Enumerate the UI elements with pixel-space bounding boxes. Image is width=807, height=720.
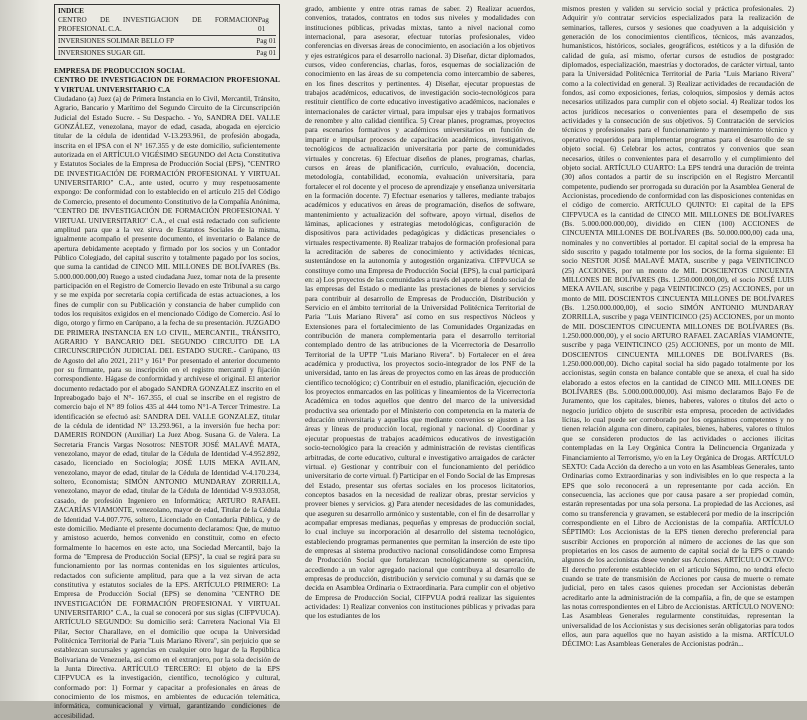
column-middle-body: grado, ambiente y entre otras ramas de saber. 2) Realizar acuerdos, convenios, tratados, contratos en todos sus niveles y modalidades con instituciones públicas, privadas mixtas, tanto a nivel nacional como internacional, para asesorar, efectuar tutorías profesionales, video conferencias en diversas áreas de conocimiento, en asociación a los objetivos y ejes estratégicos para el desarrollo nacional. 3) Diseñar, dictar diplomados, cursos, video conferencias, charlas, foros, esquemas de socialización de conocimiento en las áreas de su competencia como intercambio de saberes, en los fines descritos y pertinentes. 4) Diseñar, ejecutar propuestas de trabajos académicos, educativos, de investigación socio-tecnológicos para restituir científico de corte educativo investigativo académicos, nacionales e internacionales de carácter virtual, para impulsar ejes y trabajos formativos de renombre y alto calidad científica. 5) Crear planes, programas, proyectos para escenarios formativos y académicos universitarios en función de impartir e impulsar procesos de capacitación académicos, investigativos, tecnológicos de actualización universitaria por parte de comunidades virtuales y concretas. 6) Efectuar diseños de planes, programas, charlas, cursos en áreas de planificación, currículo, evaluación, docencia, metodología, contabilidad, economía, evaluación universitaria, para fortalecer el rol docente y el proceso de aprendizaje y enseñanza universitaria en la formación docente. 7) Efectuar esenarios y talleres, mediante trabajos académicos y educativos en áreas de programación, diseños de software, mantenimiento y actualización del software, apoyo virtual, diseños de láminas, aplicaciones y estrategias metodológicas, configuración de dispositivos para actividades pedagógicas y didácticas presenciales o virtuales respectivamente. 8) Realizar trabajos de formación profesional para la acreditación de saberes de conocimiento y actividades técnicas, sustentándose en la autonomía y autogestión organizativa. CIFPVUCA se constituye como una Empresa de Producción Social (EPS), la cual participará en: a) Los proyectos de las comunidades a través del aporte al fondo social de las empresas del Estado o mediante las prestaciones de bienes y servicios para contribuir al desarrollo de Empresas de Producción, Distribución y Servicio en el ámbito territorial de la Universidad Politécnica Territorial de Paria "Luis Mariano Rivera" así como en sus respectivos Núcleos y Extensiones para el fortalecimiento de las Comunidades Organizadas en contribución de manera complementaria para el desarrollo territorial contemplado dentro de las atribuciones de la Vicerrectoría de Desarrollo Territorial de la UPTP "Luis Mariano Rivera". b) Fortalecer en el área académica y productiva, los proyectos socio-integrador de los PNF de la universidad, tanto en las áreas de proyectos como en las áreas de producción científico tecnológico; c) Contribuir en el estudio, planificación, ejecución de los proyectos enmarcados en las políticas y lineamientos de la Vicerrectoría Académica en todos aquellos que dentro del marco de la universidad productiva sea orientado por el Ministerio con competencia en la materia de educación universitaria y aquellas que mediante convenios se ajusten a las áreas y líneas de producción local, regional y nacional. d) Coordinar y ejecutar propuestas de trabajos académicos educativos de investigación socio-tecnológico para la creación y administración de revistas científicas arbitradas, de corte educativo, cultural e investigativo arraigados de carácter virtual. e) Gestionar y contribuir con el funcionamiento del periódico universitario de corte virtual. f) Participar en el Fondo Social de las Empresas del Estado, presentar sus ofertas sociales en los procesos licitatorios, conceptos basados en la necesidad de realizar obras, prestar servicios y proveer bienes y servicios. g) Para atender necesidades de las comunidades, que aseguren su desarrollo armónico y sustentable, con el fin de desarrollar y acompañar empresas medianas, pequeñas y empresas de producción social, lo cual incluye su incorporación al desarrollo del sistema tecnológico, estableciendo programas permanentes que permitan la inserción de este tipo de empresas al sistema productivo nacional consolidándose como Empresa de Producción Social que fortalezcan tecnológicamente su operación, accediendo a un valor agregado nacional que contribuya al desarrollo de empresas de producción, distribución y servicio comunal y su darnás que se decida en Asamblea Ordinaria o Extraordinaria. Para cumplir con el objetivo de Empresa de Producción Social, CIFPVUA podrá realizar las siguientes actividades: 1) Realizar convenios con instituciones públicas y privadas para que los estudiantes de los: [305, 4, 535, 621]
index-heading: INDICE: [58, 7, 84, 15]
index-row-label: INVERSIONES SOLIMAR BELLO FP: [58, 37, 175, 45]
company-name-heading: CENTRO DE INVESTIGACION DE FORMACION PROFESIONAL Y VIRTUAL UNIVERSITARIO C.A: [54, 75, 280, 94]
company-type-heading: EMPRESA DE PRODUCCION SOCIAL: [54, 66, 185, 75]
index-row: [58, 37, 276, 46]
page-edge-shadow: [0, 0, 40, 701]
index-divider: [58, 35, 276, 36]
index-row-page: Pag 01: [256, 37, 276, 45]
index-row: [58, 49, 276, 58]
index-row-page: Pag 01: [258, 16, 269, 33]
index-box: [54, 4, 280, 60]
index-divider: [58, 47, 276, 48]
column-right-body: mismos presten y validen su servicio social y práctica profesionales. 2) Adquirir y/o contratar servicios especializados para la realización de seminarios, talleres, cursos y sesiones que coadyuven a la adquisición y generación de los conocimientos científicos, técnicos, más avanzados, humanísticos, históricos, sociales, geográficos, estéticos y a la difusión de calidad de guía, así mismo, ofertar cursos de estudios de postgrado: diplomados, especialización, maestrías y doctorados, de carácter virtual, tanto para la Universidad Politécnica Territorial de Paria "Luis Mariano Rivera" como a la colectividad en general. 3) Realizar actividades de recaudación de fondos, así como exposiciones, ferias, coloquios, simposios y demás actos necesarios utilizados para cumplir con el objeto social. 4) Realizar todos los actos jurídicos necesarios o convenientes para el desempeño de sus actividades y la consecución de sus objetivos. 5) Contratación de servicios técnicos y profesionales para el funcionamiento y mantenimiento técnico y operativo requeridos para implementar programas para el desarrollo de su objeto social. 6) Celebrar los actos, contratos y convenios que sean necesarios, útiles o convenientes para el desarrollo y el cumplimiento del objeto social. ARTÍCULO CUARTO: La EPS tendrá una duración de treinta (30) años contados a partir de su inscripción en el Registro Mercantil competente, pudiendo ser prorrogada su duración por la Asamblea General de Accionistas, procediendo de conformidad con las disposiciones contenidas en el código de comercio. ARTÍCULO QUINTO: El capital de la EPS CIFPVUCA es la cantidad de CINCO MIL MILLONES DE BOLÍVARES (Bs. 5.000.000.000,00), dividido en CIEN (100) ACCIONES de CINCUENTA MILLONES DE BOLÍVARES (Bs. 50.000.000,00) cada una, nominales y no convertibles al portador. El capital social de la empresa ha sido suscrito y pagado totalmente por los socios, de la forma siguiente: El socio NESTOR JOSÉ MALAVÉ MATA, suscribe y paga VEINTICINCO (25) ACCIONES, por un monto de MIL DOSCIENTOS CINCUENTA MILLONES DE BOLÍVARES (Bs. 1.250.000.000,00), el socio JOSÉ LUIS MEKA AVILAN, suscribe y paga VEINTICINCO (25) ACCIONES, por un monto de MIL DOSCIENTOS CINCUENTA MILLONES DE BOLÍVARES (Bs. 1.250.000.000,00), el socio SIMÓN ANTONIO MUNDARAY ZORRILLA, suscribe y paga VEINTICINCO (25) ACCIONES, por un monto de MIL DOSCIENTOS CINCUENTA MILLONES DE BOLÍVARES (Bs. 1.250.000.000,00), y el socio ARTURO RAFAEL ZACARÍAS VIAMONTE, suscribe y paga VEINTICINCO (25) ACCIONES, por un monto de MIL DOSCIENTOS CINCUENTA MILLONES DE BOLÍVARES (Bs. 1.250.000.000,00). Dicho capital social ha sido pagado totalmente por los accionistas, según consta en balance contable que se anexa, el cual ha sido elaborado a estos efectos en la cantidad de CINCO MIL MILLONES DE BOLÍVARES (Bs. 5.000.000.000,00). Así mismo declaramos Bajo Fe de Juramento, que los capitales, bienes, haberes, valores o títulos del acto o negocio jurídico objeto de suscribir esta empresa, proceden de actividades lícitas, lo cual puede ser corroborado por los organismos competentes y no tienen relación alguna con dinero, capitales, bienes, haberes, valores o títulos que se consideren productos de las actividades o acciones ilícitas contempladas en la Ley Orgánica Contra la Delincuencia Organizada y Financiamiento al Terrorismo, y/o en la Ley Orgánica de Drogas. ARTÍCULO SEXTO: Cada Acción da derecho a un voto en las Asambleas Generales, tanto Ordinarias como Extraordinarias y son indivisibles en lo que respecta a la EPS que solo reconocerá a un representante por cada acción. En consecuencia, las acciones que por causa pasare a ser propiedad común, estarán representadas por una sola persona. La propiedad de las Acciones, así como su transferencia y gravamen, se establecerá por medio de la inscripción correspondiente en el Libro de Accionistas de la compañía. ARTÍCULO SÉPTIMO: Los Accionistas de la EPS tienen derecho preferencial para suscribir Acciones en proporción al número de acciones de las que son propietarios en los casos de aumento de capital social de la EPS o cuando algunos de los accionistas desee vender sus Acciones. ARTÍCULO OCTAVO: El derecho preferente establecido en el artículo Séptimo, no tendrá efecto cuando se trate de transmisión de Acciones por causa de muerte o remate judicial, pero en tales casos quienes procedan ser Accionistas deberán acreditarlo ante la administración de la compañía, a fin, de que se estampen las notas correspondientes en el Libro de Accionistas. ARTÍCULO NOVENO: Las Asambleas Generales regularmente constituidas, representan la universalidad de los Accionistas y sus decisiones serán obligatorias para todos ellos, aun para aquellos que no hayan asistido a la misma. ARTÍCULO DÉCIMO: Las Asambleas Generales de Accionistas podrán...: [562, 4, 794, 649]
index-row-label: INVERSIONES SUGAR GIL: [58, 49, 146, 57]
index-row: [58, 16, 276, 34]
column-left-body: Ciudadano (a) Juez (a) de Primera Instancia en lo Civil, Mercantil, Tránsito, Agrario, Bancario y Marítimo del Segundo Circuito de la Circunscripción Judicial del Estado Sucre. - Su Despacho. - Yo, SANDRA DEL VALLE GONZÁLEZ, venezolana, mayor de edad, casada, abogada en ejercicio titular de la cédula de identidad V-13.293.961, de profesión abogada, inscrita en el IPSA con el N° 167.355 y de este domicilio, suficientemente autorizada en el ARTÍCULO VIGÉSIMO SEGUNDO del Acta Constitutiva y Estatutos Sociales de la Empresa de Producción Social (EPS), "CENTRO DE INVESTIGACIÓN DE FORMACIÓN PROFESIONAL Y VIRTUAL UNIVERSITARIO" C.A., ante usted, ocurro y muy respetuosamente expongo: De conformidad con lo establecido en el artículo 215 del Código de Comercio, presento el documento Constitutivo de la Compañía Anónima, "CENTRO DE INVESTIGACIÓN DE FORMACIÓN PROFESIONAL Y VIRTUAL UNIVERSITARIO" C.A., el cual está redactado con suficiente amplitud para que a la vez sirva de Estatutos Sociales de la misma, igualmente acompaño el presente documento, el inventario o Balance de apertura debidamente aceptado y firmado por los socios y un Contador Público Colegiado, del capital suscrito y totalmente pagado por los socios, que suma la cantidad de CINCO MIL MILLONES DE BOLÍVARES (Bs. 5.000.000.000,00) Ruego a usted ciudadana Juez, tomar nota de la presente participación en el Registro de Comercio llevado en este Tribunal a su cargo y se me expida por secretaría copia certificada de estas actuaciones, a los fines de cumplir con su Publicación y constancia de haber cumplido con todos los requisitos exigidos en el mencionado Código de Comercio. Así lo digo, otorgo y firmo en Carúpano, a la fecha de su presentación. JUZGADO DE PRIMERA INSTANCIA EN LO CIVIL, MERCANTIL, TRÁNSITO, AGRARIO Y BANCARIO DEL SEGUNDO CIRCUITO DE LA CIRCUNSCRIPCIÓN JUDICIAL DEL ESTADO SUCRE.- Carúpano, 03 de Agosto del año 2021, 211° y 161° Por presentado el anterior documento por su firmante, para su inscripción en el registro mercantil y fijación correspondiente. Hágase de conformidad y archívese el original. El anterior documento redactado por el abogado SANDRA GONZALEZ inscrito en el Inpreabogado bajo el N°- 167.355, el cual se inscribe en el registro de comercio bajo el N° 89 folios 435 al 444 tomo N°1-A Tercer Trimestre. La identificación se efectuó así: SANDRA DEL VALLE GONZALEZ, titular de la cédula de identidad N° 13.293.961, a la inversión fue hecha por: DAMERIS RONDON (Auxiliar) La Juez Abog. Susana G. de Valera. La Secretaria Francis Vargas Nosotros: NESTOR JOSÉ MALAVÉ MATA, venezolano, mayor de edad, titular de la Cédula de Identidad V-4.952.892, casado, licenciado en Sociología; JOSÉ LUIS MEKA AVILAN, venezolano, mayor de edad, titular de la Cédula de Identidad V-4.170.234, soltero, Economista; SIMÓN ANTONIO MUNDARAY ZORRILLA, venezolano, mayor de edad, titular de la Cédula de Identidad V-9.933.058, casado, de profesión Ingeniero en Informática; ARTURO RAFAEL ZACARÍAS VIAMONTE, venezolano, mayor de edad, Titular de la Cédula de Identidad V-4.007.776, soltero, Licenciado en Contaduría Pública, y de este domicilio. Mediante el presente documento declaramos: Que, de mutuo y amistoso acuerdo, hemos convenido en constituir, como en efecto formalmente lo hacemos en este acto, una Sociedad Mercantil, bajo la forma de "Empresa de Producción Social (EPS)", la cual se regirá para su funcionamiento por las normas contenidas en los siguientes artículos, redactados con suficiente amplitud, para que a la vez sirvan de acta constitutiva y estatutos sociales de la EPS. ARTÍCULO PRIMERO: La Empresa de Producción Social (EPS) se denomina "CENTRO DE INVESTIGACIÓN DE FORMACIÓN PROFESIONAL Y VIRTUAL UNIVERSITARIO" C.A., la cual se conocerá por sus siglas (CIFPVUCA). ARTÍCULO SEGUNDO: Su domicilio será: Carretera Nacional Vía El Pilar, Sector Charallave, en el domicilio que ocupa la Universidad Politécnica Territorial de Paria "Luis Mariano Rivera", sin perjuicio que se establezcan sucursales y agencias en cualquier otro lugar de la República Bolivariana de Venezuela, así como en el extranjero, por la sola decisión de la Junta Directiva. ARTÍCULO TERCERO: El objeto de la EPS CIFPVUCA es la investigación, científico, tecnológico y cultural, conformado por: 1) Formar y capacitar a profesionales en áreas de conocimiento de los mismos, en ambientes de educación telemática, informática, comunicacional y virtual, garantizando condiciones de accesibilidad.: [54, 94, 280, 720]
index-row-label: CENTRO DE INVESTIGACION DE FORMACION PROFESIONAL C.A.: [58, 16, 259, 33]
column-left: [54, 4, 280, 720]
index-row-page: Pag 01: [256, 49, 276, 57]
column-right: [562, 4, 794, 701]
column-middle: [305, 4, 535, 701]
